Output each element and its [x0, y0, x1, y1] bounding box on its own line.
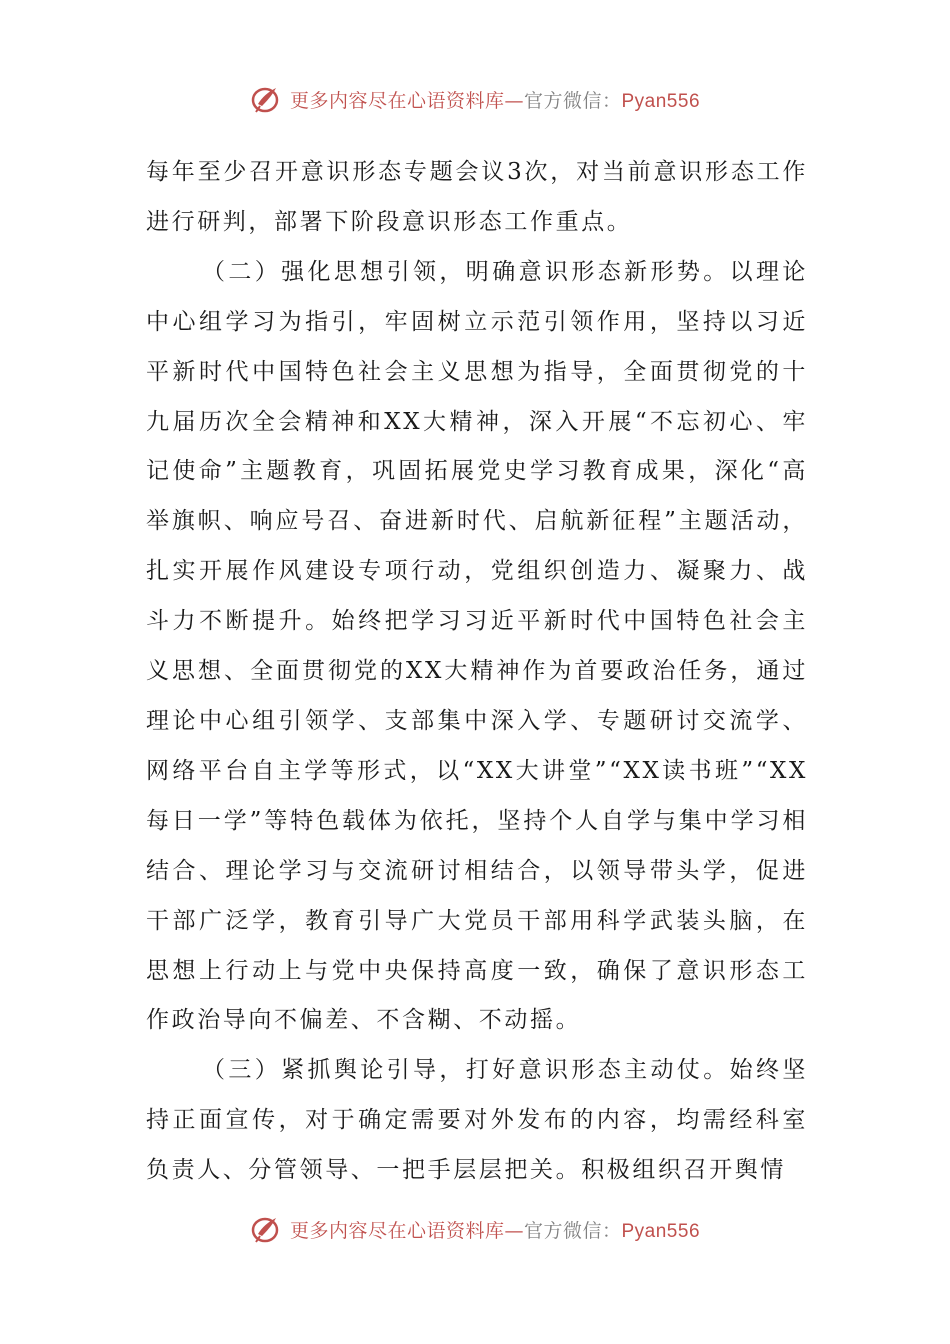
- banner-dash: —: [504, 1219, 524, 1242]
- banner-wechat-id: Pyan556: [621, 90, 701, 112]
- document-body: [146, 148, 808, 1196]
- paragraph-continuation: 每年至少召开意识形态专题会议3次，对当前意识形态工作进行研判，部署下阶段意识形态工作重点。: [146, 159, 808, 235]
- banner-sub-text: 官方微信：: [523, 89, 622, 112]
- footer-banner: [0, 1212, 950, 1246]
- paragraph-section-3: （三）紧抓舆论引导，打好意识形态主动仗。始终坚持正面宣传，对于确定需要对外发布的内容，均需经科室负责人、分管领导、一把手层层把关。积极组织召开舆情: [146, 1057, 808, 1184]
- quill-logo-icon: [250, 1212, 284, 1246]
- header-banner: [0, 82, 950, 116]
- banner-wechat-id: Pyan556: [621, 1220, 701, 1242]
- banner-main-text: 更多内容尽在心语资料库: [289, 89, 505, 112]
- banner-sub-text: 官方微信：: [523, 1219, 622, 1242]
- banner-dash: —: [504, 89, 524, 112]
- banner-main-text: 更多内容尽在心语资料库: [289, 1219, 505, 1242]
- banner-text: [290, 1216, 700, 1243]
- quill-logo-icon: [250, 82, 284, 116]
- banner-text: [290, 86, 700, 113]
- paragraph-section-2: （二）强化思想引领，明确意识形态新形势。以理论中心组学习为指引，牢固树立示范引领作用，坚持以习近平新时代中国特色社会主义思想为指导，全面贯彻党的十九届历次全会精神和XX大精神，深入开展“不忘初心、牢记使命”主题教育，巩固拓展党史学习教育成果，深化“高举旗帜、响应号召、奋进新时代、启航新征程”主题活动，扎实开展作风建设专项行动，党组织创造力、凝聚力、战斗力不断提升。始终把学习习近平新时代中国特色社会主义思想、全面贯彻党的XX大精神作为首要政治任务，通过理论中心组引领学、支部集中深入学、专题研讨交流学、网络平台自主学等形式，以“XX大讲堂”“XX读书班”“XX每日一学”等特色载体为依托，坚持个人自学与集中学习相结合、理论学习与交流研讨相结合，以领导带头学，促进干部广泛学，教育引导广大党员干部用科学武装头脑，在思想上行动上与党中央保持高度一致，确保了意识形态工作政治导向不偏差、不含糊、不动摇。: [146, 258, 808, 1034]
